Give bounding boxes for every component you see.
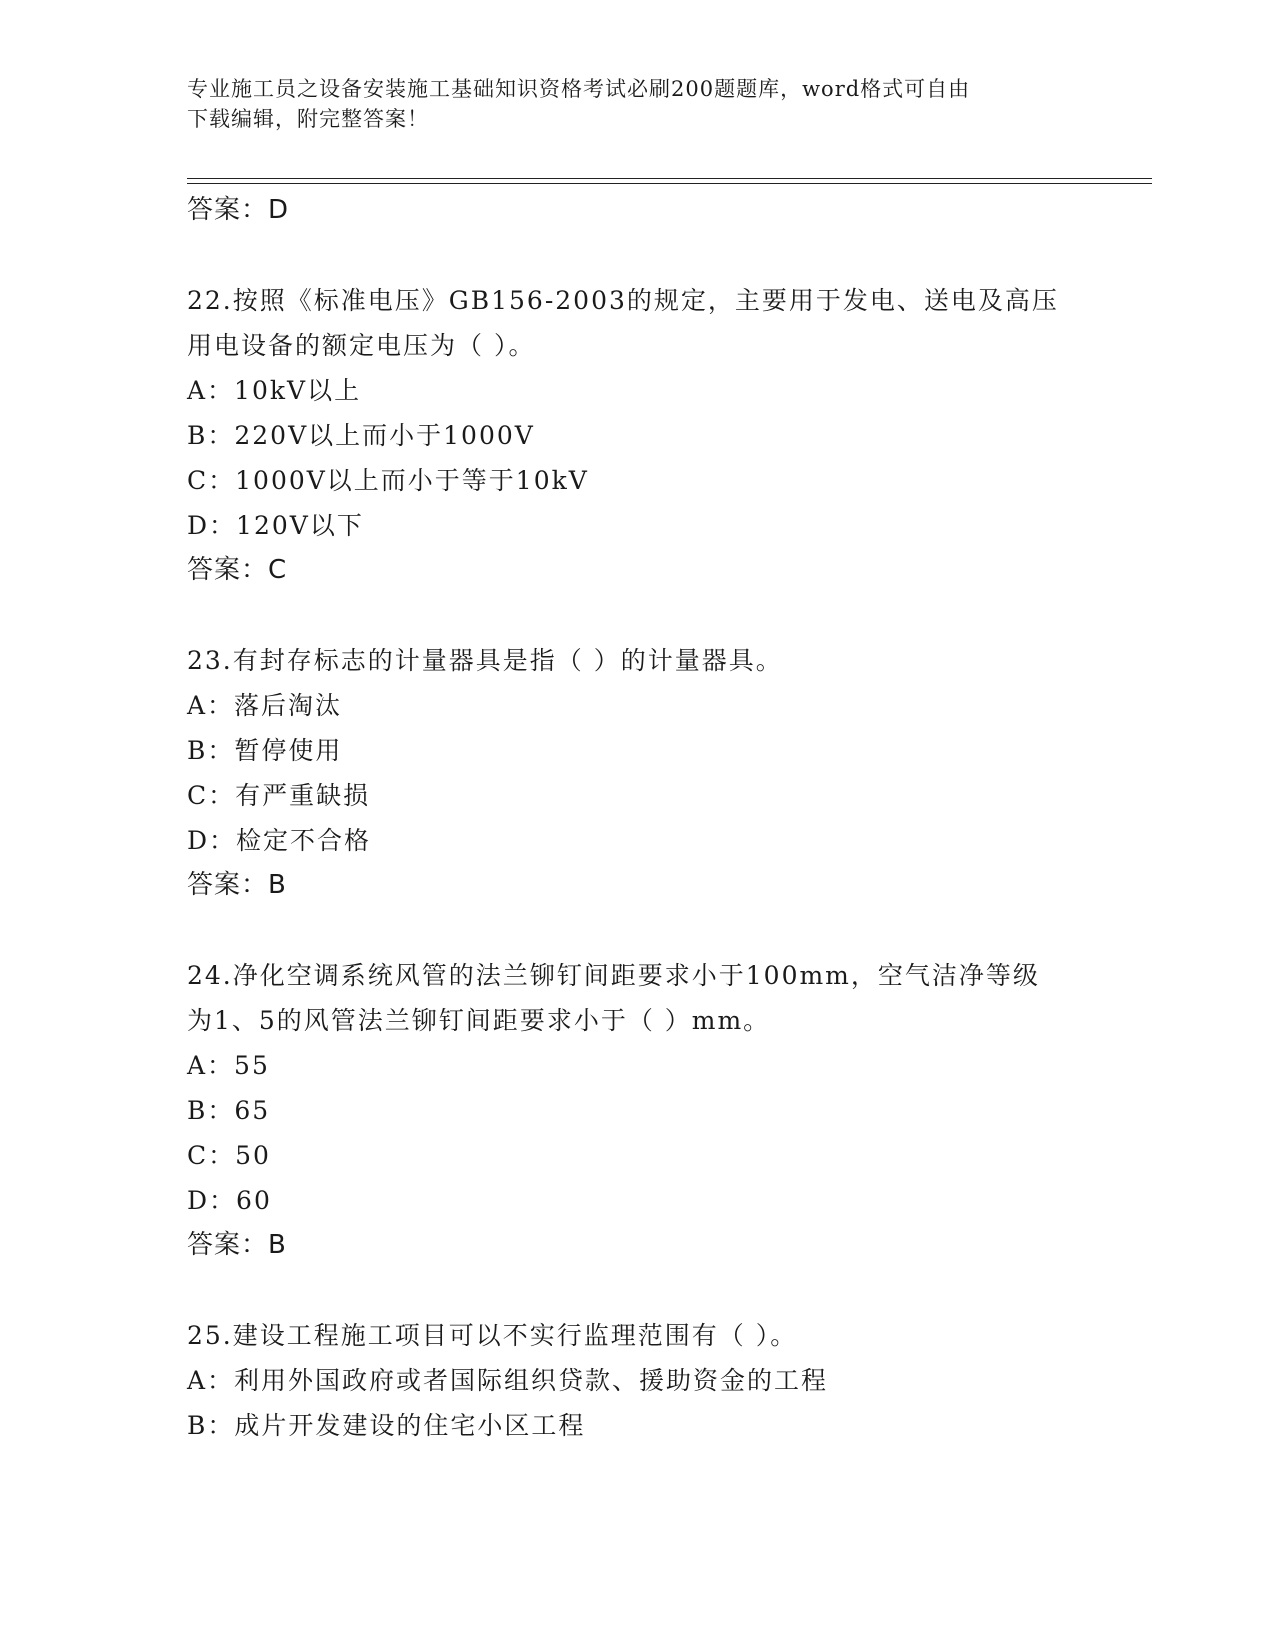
option-a: A：55 [187,1051,270,1080]
header-line-2: 下载编辑，附完整答案！ [187,107,429,131]
option-a: A：利用外国政府或者国际组织贷款、援助资金的工程 [187,1366,829,1395]
option-b: B：65 [187,1096,271,1125]
option-c: C：50 [187,1141,271,1170]
option-c: C：有严重缺损 [187,781,371,810]
question-stem: 用电设备的额定电压为（ ）。 [187,331,536,360]
option-a: A：10kV以上 [187,376,362,405]
spacer [187,593,1087,638]
question-23 [187,638,1087,908]
previous-answer: 答案：D [187,195,290,225]
answer: 答案：C [187,555,288,585]
option-b: B：暂停使用 [187,736,343,765]
spacer [187,1268,1087,1313]
option-b: B：220V以上而小于1000V [187,421,535,450]
header-divider-top [187,178,1152,179]
answer: 答案：B [187,870,287,900]
header-line-1: 专业施工员之设备安装施工基础知识资格考试必刷200题题库，word格式可自由 [187,77,971,101]
spacer [187,908,1087,953]
answer: 答案：B [187,1230,287,1260]
option-b: B：成片开发建设的住宅小区工程 [187,1411,586,1440]
option-d: D：检定不合格 [187,826,372,855]
question-25 [187,1313,1087,1448]
question-24 [187,953,1087,1268]
option-d: D：120V以下 [187,511,364,540]
question-stem: 为1、5的风管法兰铆钉间距要求小于（ ）mm。 [187,1006,771,1035]
document-header [187,74,1067,134]
spacer [187,233,1087,278]
question-22 [187,278,1087,593]
option-a: A：落后淘汰 [187,691,343,720]
question-stem: 22.按照《标准电压》GB156-2003的规定，主要用于发电、送电及高压 [187,286,1059,315]
option-c: C：1000V以上而小于等于10kV [187,466,589,495]
option-d: D：60 [187,1186,272,1215]
question-list [187,188,1087,1448]
header-divider-bottom [187,183,1152,184]
question-stem: 23.有封存标志的计量器具是指（ ）的计量器具。 [187,646,783,675]
question-stem: 24.净化空调系统风管的法兰铆钉间距要求小于100mm，空气洁净等级 [187,961,1040,990]
question-stem: 25.建设工程施工项目可以不实行监理范围有（ ）。 [187,1321,798,1350]
